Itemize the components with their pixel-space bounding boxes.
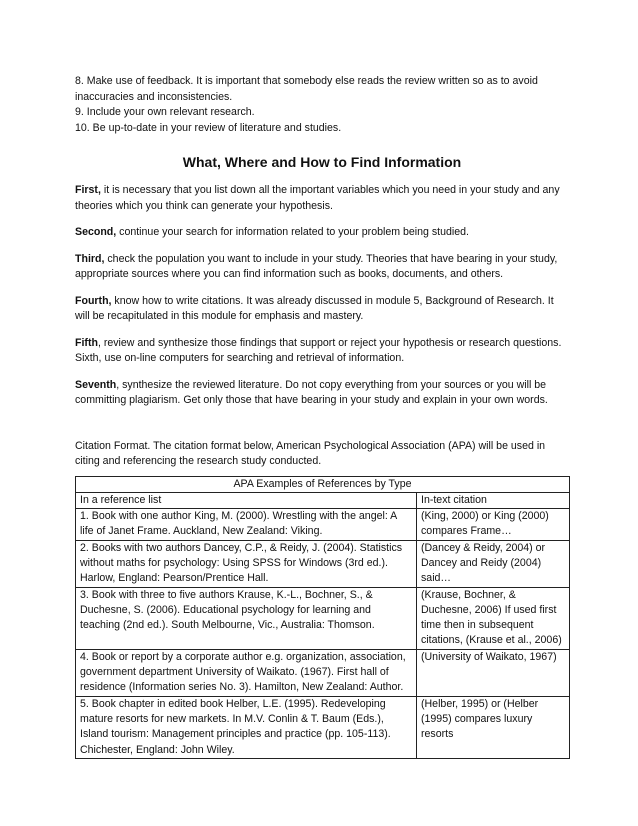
step-text: , synthesize the reviewed literature. Do not copy everything from your sources or you will be committing plagiarism. Get only those that have bearing in your study and explain in your own words. xyxy=(75,378,548,406)
step-text: continue your search for information related to your problem being studied. xyxy=(116,226,469,238)
citation-cell: (Helber, 1995) or (Helber (1995) compares luxury resorts xyxy=(417,696,570,758)
reference-cell: 1. Book with one author King, M. (2000). Wrestling with the angel: A life of Janet Frame. Auckland, New Zealand: Viking. xyxy=(76,509,417,541)
step-lead: First, xyxy=(75,184,101,196)
step-paragraph xyxy=(75,225,569,241)
step-lead: Second, xyxy=(75,226,117,238)
column-header: In a reference list xyxy=(76,492,417,508)
reference-cell: 2. Books with two authors Dancey, C.P., & Reidy, J. (2004). Statistics without maths for psychology: Using SPSS for Windows (3rd ed.). Harlow, England: Pearson/Prentice Hall. xyxy=(76,540,417,587)
list-item: 10. Be up-to-date in your review of literature and studies. xyxy=(75,121,342,134)
list-item: 9. Include your own relevant research. xyxy=(75,106,255,118)
step-lead: Fifth xyxy=(75,336,98,349)
step-text: know how to write citations. It was already discussed in module 5, Background of Research. It will be recapitulated in this module for emphasis and mastery. xyxy=(75,294,554,322)
table-row xyxy=(76,509,570,541)
citation-cell: (Dancey & Reidy, 2004) or Dancey and Reidy (2004) said… xyxy=(417,540,570,587)
step-paragraph xyxy=(75,183,569,214)
reference-cell: 5. Book chapter in edited book Helber, L.E. (1995). Redeveloping mature resorts for new markets. In M.V. Conlin & T. Baum (Eds.), Island tourism: Management principles and practice (pp. 105-113). Chichester, England: John Wiley. xyxy=(76,696,417,758)
step-paragraph xyxy=(75,252,569,283)
document-page xyxy=(75,74,569,759)
step-text: , review and synthesize those findings that support or reject your hypothesis or research questions. Sixth, use on-line computers for searching and retrieval of information. xyxy=(75,336,562,364)
citation-intro: Citation Format. The citation format below, American Psychological Association (APA) will be used in citing and referencing the research study conducted. xyxy=(75,439,546,467)
section-heading: What, Where and How to Find Information xyxy=(182,154,462,170)
apa-references-table xyxy=(75,476,570,759)
table-caption-row xyxy=(76,476,570,492)
step-paragraph xyxy=(75,294,569,325)
step-lead: Third, xyxy=(75,252,105,265)
table-row xyxy=(76,649,570,696)
step-paragraph xyxy=(75,378,569,409)
table-row xyxy=(76,540,570,587)
citation-cell: (University of Waikato, 1967) xyxy=(417,649,570,696)
table-row xyxy=(76,587,570,649)
step-lead: Seventh xyxy=(75,378,117,391)
table-caption: APA Examples of References by Type xyxy=(76,476,570,492)
reference-cell: 3. Book with three to five authors Krause, K.-L., Bochner, S., & Duchesne, S. (2006). Educational psychology for learning and teaching (2nd ed.). South Melbourne, Vic., Australia: Thomson. xyxy=(76,587,417,649)
column-header: In-text citation xyxy=(417,492,570,508)
step-text: check the population you want to include in your study. Theories that have bearing in your study, appropriate sources where you can find information such as books, documents, and others. xyxy=(75,252,558,280)
table-header-row xyxy=(76,492,570,508)
citation-cell: (Krause, Bochner, & Duchesne, 2006) If used first time then in subsequent citations, (Krause et al., 2006) xyxy=(417,587,570,649)
numbered-list xyxy=(75,74,569,136)
list-item: 8. Make use of feedback. It is important that somebody else reads the review written so as to avoid inaccuracies and inconsistencies. xyxy=(75,75,538,103)
step-lead: Fourth, xyxy=(75,294,112,307)
reference-cell: 4. Book or report by a corporate author e.g. organization, association, government department University of Waikato. (1967). First hall of residence (Information series No. 3). Hamilton, New Zealand: Author. xyxy=(76,649,417,696)
step-paragraph xyxy=(75,336,569,367)
step-text: it is necessary that you list down all the important variables which you need in your study and any theories which you think can generate your hypothesis. xyxy=(75,184,560,212)
table-row xyxy=(76,696,570,758)
citation-cell: (King, 2000) or King (2000) compares Frame… xyxy=(417,509,570,541)
